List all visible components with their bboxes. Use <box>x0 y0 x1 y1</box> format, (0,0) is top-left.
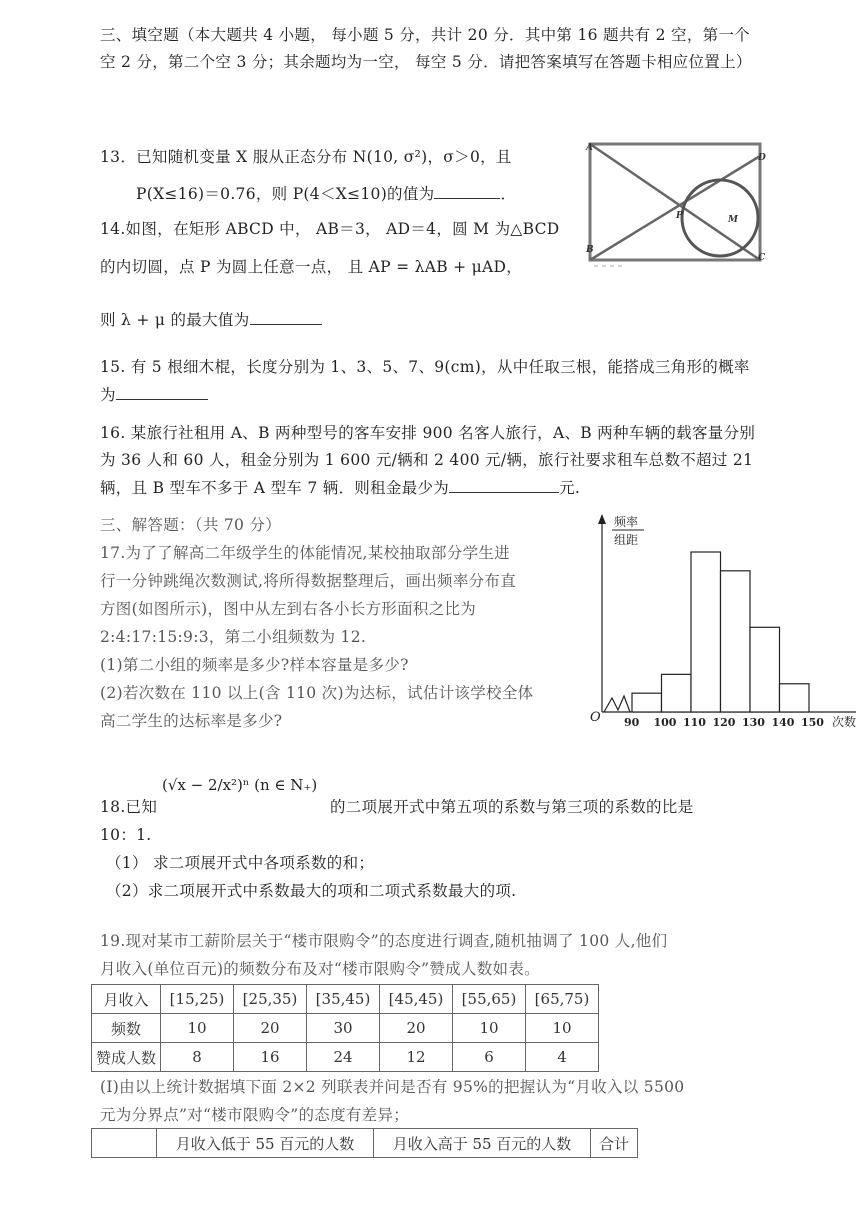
q16 <box>100 420 760 502</box>
table-cell: [65,75) <box>526 985 599 1014</box>
table-cell: 10 <box>453 1014 526 1043</box>
q16-answer-blank <box>449 474 559 493</box>
y-axis-arrow <box>598 514 606 524</box>
q17-line5: (1)第二小组的频率是多少?样本容量是多少? <box>100 656 409 674</box>
table-cell: 16 <box>234 1043 307 1072</box>
table-cell: 10 <box>526 1014 599 1043</box>
q19-part1-line2: 元为分界点”对“楼市限购令”的态度有差异； <box>100 1106 410 1124</box>
x-tick-label-150: 150 <box>801 716 824 729</box>
q18-part2: （2）求二项展开式中系数最大的项和二项式系数最大的项. <box>106 882 517 900</box>
table-cell: [45,45) <box>380 985 453 1014</box>
q13-line2 <box>136 180 576 208</box>
q18-formula: (√x − 2/x²)ⁿ (n ∈ N₊) <box>162 776 318 794</box>
x-tick-label-140: 140 <box>771 716 795 729</box>
table-cell: 12 <box>380 1043 453 1072</box>
ylabel-bottom: 组距 <box>614 533 639 547</box>
histogram-bar-90-100 <box>632 693 662 712</box>
q14-line3 <box>100 306 570 334</box>
axis-break <box>604 696 630 712</box>
table-cell: 8 <box>161 1043 234 1072</box>
table-cell: [15,25) <box>161 985 234 1014</box>
q17-line4: 2:4:17:15:9:3，第二小组频数为 12. <box>100 628 367 646</box>
q17-line3: 方图(如图所示)，图中从左到右各小长方形面积之比为 <box>100 600 477 618</box>
table-cell: 赞成人数 <box>92 1043 161 1072</box>
table-cell: 月收入高于 55 百元的人数 <box>374 1129 591 1158</box>
label-b: B <box>586 245 594 255</box>
x-tick-label-90: 90 <box>624 716 640 729</box>
rectangle-figure <box>584 140 768 270</box>
table-cell: 合计 <box>591 1129 638 1158</box>
contingency-table <box>91 1128 638 1158</box>
xlabel: 次数 <box>832 715 857 729</box>
q16-unit: 元. <box>559 479 581 497</box>
q13-line2-end: ． <box>500 185 517 203</box>
x-tick-label-110: 110 <box>683 716 706 729</box>
label-m: M <box>728 215 738 225</box>
table-header-row <box>92 985 599 1014</box>
histogram-bar-130-140 <box>750 627 780 712</box>
histogram-bar-110-120 <box>691 552 721 712</box>
q14-answer-blank <box>250 306 322 325</box>
table-cell: [55,65) <box>453 985 526 1014</box>
table-cell: 24 <box>307 1043 380 1072</box>
q14-line2: 的内切圆，点 P 为圆上任意一点， 且 AP = λAB + μAD， <box>100 258 523 276</box>
section4-heading: 三、解答题：（共 70 分） <box>100 516 282 534</box>
q17-line7: 高二学生的达标率是多少? <box>100 712 283 730</box>
q19-line2: 月收入(单位百元)的频数分布及对“楼市限购令”赞成人数如表。 <box>100 960 540 978</box>
label-c: C <box>758 253 766 263</box>
table-row <box>92 1043 599 1072</box>
table-cell: 月收入 <box>92 985 161 1014</box>
diagonal-ac <box>590 144 760 260</box>
q17-line6: (2)若次数在 110 以上(含 110 次)为达标，试估计该学校全体 <box>100 684 534 702</box>
label-p: P <box>676 211 683 221</box>
histogram-bar-100-110 <box>662 674 692 712</box>
label-d: D <box>758 153 766 163</box>
q19-part1-line1: (Ⅰ)由以上统计数据填下面 2×2 列联表并问是否有 95%的把握认为“月收入以 5500 <box>100 1078 685 1096</box>
x-tick-label-120: 120 <box>712 716 736 729</box>
ylabel-top: 频率 <box>614 515 639 529</box>
origin-label: O <box>590 710 601 725</box>
table-cell: 6 <box>453 1043 526 1072</box>
q17-line2: 行一分钟跳绳次数测试,将所得数据整理后，画出频率分布直 <box>100 572 517 590</box>
table-cell: 4 <box>526 1043 599 1072</box>
q16-text: 16. 某旅行社租用 A、B 两种型号的客车安排 900 名客人旅行，A、B 两种车辆的载客量分别为 36 人和 60 人，租金分别为 1 600 元/辆和 2 400 元/辆，旅行社要求租车总数不超过 21 辆，且 B 型车不多于 A 型车 7 辆．则租金最少为 <box>100 424 756 497</box>
income-frequency-table <box>91 984 599 1072</box>
frequency-histogram <box>586 512 858 732</box>
q14-line3-text: 则 λ + μ 的最大值为 <box>100 311 250 329</box>
section3-heading: 三、填空题（本大题共 4 小题， 每小题 5 分，共计 20 分．其中第 16 题共有 2 空，第一个空 2 分，第二个空 3 分；其余题均为一空， 每空 5 分．请把答案填写在答题卡相应位置上） <box>100 26 752 71</box>
histogram-bar-120-130 <box>721 571 751 712</box>
histogram-bar-140-150 <box>780 684 810 712</box>
incircle-m <box>682 180 758 256</box>
table-cell: [35,45) <box>307 985 380 1014</box>
diagonal-bd <box>590 156 760 260</box>
table-cell: 月收入低于 55 百元的人数 <box>157 1129 374 1158</box>
q17-line1: 17.为了了解高二年级学生的体能情况,某校抽取部分学生进 <box>100 544 510 562</box>
x-tick-label-130: 130 <box>742 716 765 729</box>
q18-prefix: 18.已知 <box>100 798 158 816</box>
q15 <box>100 354 760 409</box>
q18-part1: （1） 求二项展开式中各项系数的和； <box>106 854 375 872</box>
table-cell: 20 <box>380 1014 453 1043</box>
q14-line1: 14.如图，在矩形 ABCD 中， AB＝3， AD＝4，圆 M 为△BCD <box>100 220 560 238</box>
x-tick-label-100: 100 <box>653 716 677 729</box>
table-cell: 10 <box>161 1014 234 1043</box>
table-cell: 20 <box>234 1014 307 1043</box>
label-a: A <box>586 143 593 153</box>
table-cell: 频数 <box>92 1014 161 1043</box>
q13-line1: 13．已知随机变量 X 服从正态分布 N(10, σ²)，σ＞0，且 <box>100 148 512 166</box>
q13-line2-text: P(X≤16)＝0.76，则 P(4＜X≤10)的值为 <box>136 185 435 203</box>
table-cell <box>92 1129 157 1158</box>
q13-answer-blank <box>434 180 500 199</box>
table-cell: 30 <box>307 1014 380 1043</box>
table-row <box>92 1014 599 1043</box>
q19-line1: 19.现对某市工薪阶层关于“楼市限购令”的态度进行调查,随机抽调了 100 人,他们 <box>100 932 668 950</box>
q15-text: 15. 有 5 根细木棍，长度分别为 1、3、5、7、9(cm)，从中任取三根，能搭成三角形的概率为 <box>100 358 750 404</box>
q18-suffix: 的二项展开式中第五项的系数与第三项的系数的比是 <box>330 798 694 816</box>
table-header-row <box>92 1129 638 1158</box>
table-cell: [25,35) <box>234 985 307 1014</box>
q18-line2: 10：1. <box>100 826 152 844</box>
q15-answer-blank <box>116 381 208 400</box>
